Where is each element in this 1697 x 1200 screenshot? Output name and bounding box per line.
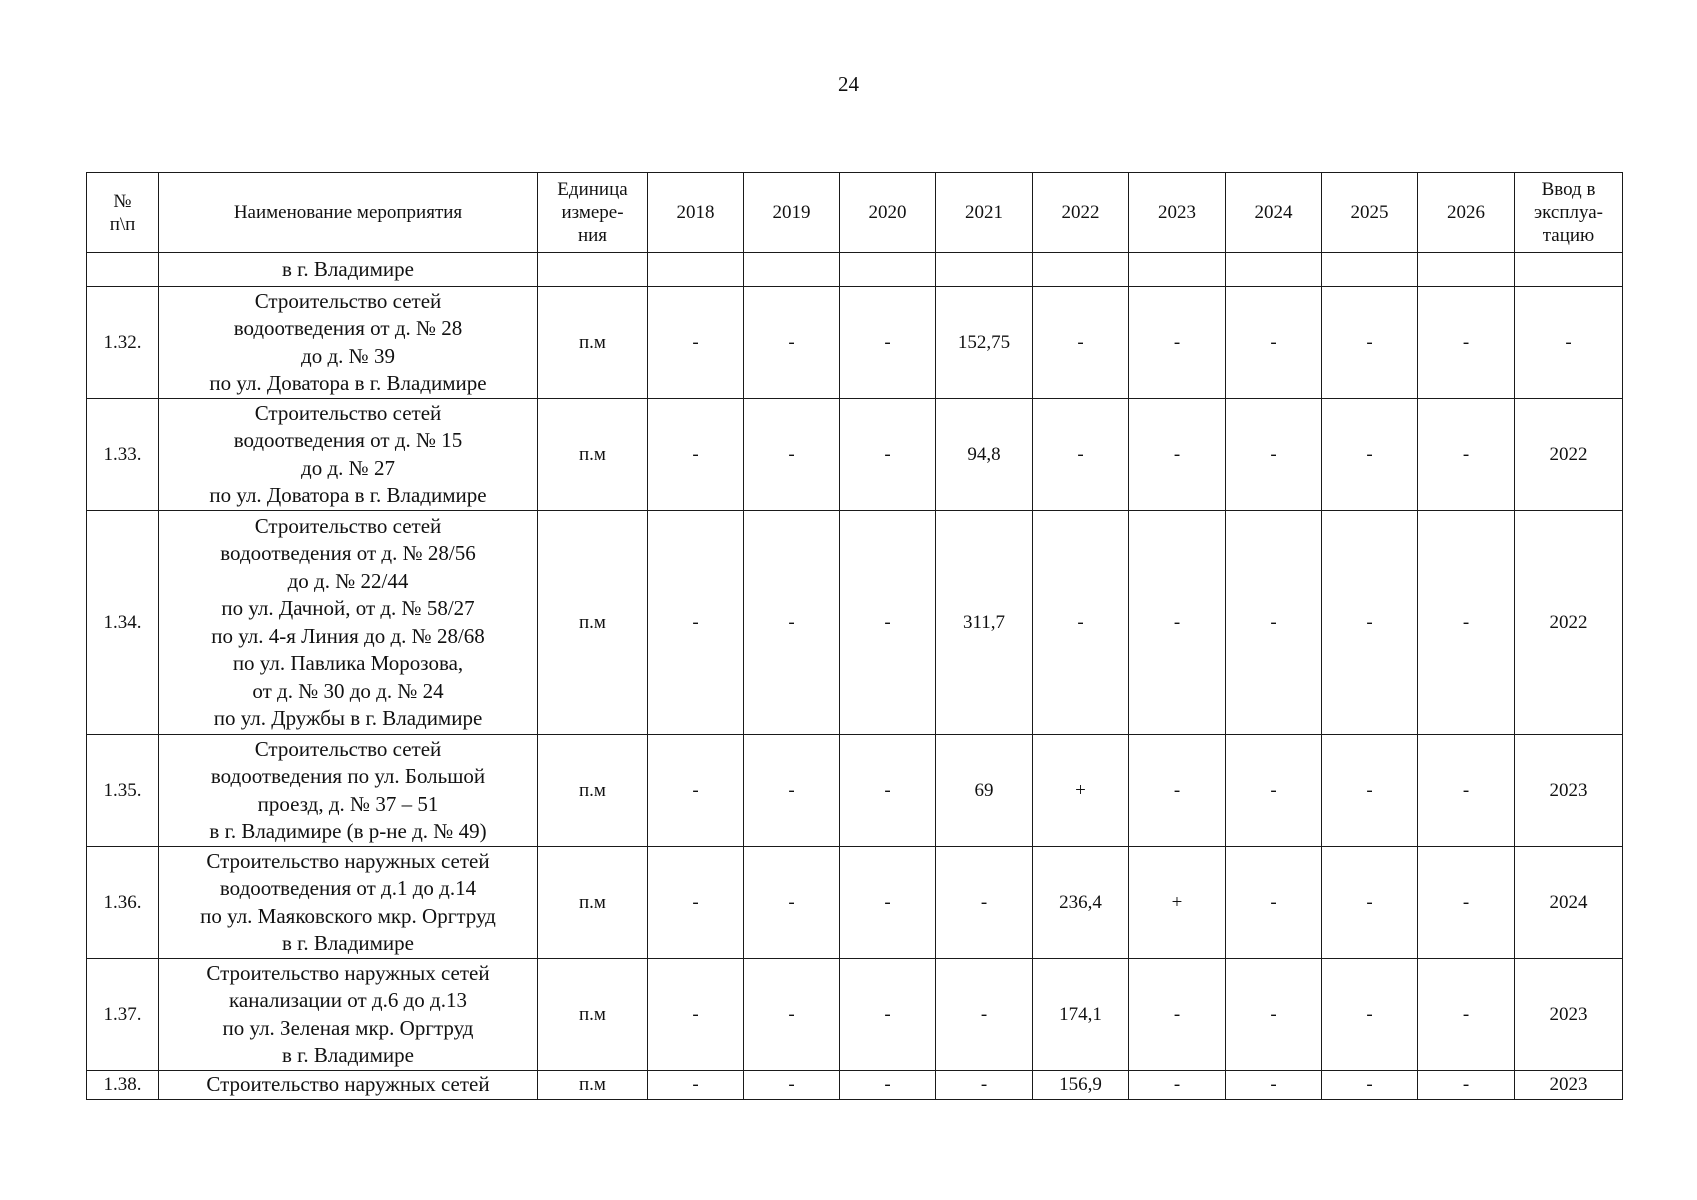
column-header-year: 2024 bbox=[1226, 173, 1322, 253]
value-2023: - bbox=[1129, 399, 1226, 511]
value-2020: - bbox=[840, 399, 936, 511]
value-2024: - bbox=[1226, 287, 1322, 399]
table-row bbox=[87, 847, 1623, 959]
value-2022: - bbox=[1033, 399, 1129, 511]
value-2023 bbox=[1129, 253, 1226, 287]
value-2022: 236,4 bbox=[1033, 847, 1129, 959]
table-row bbox=[87, 735, 1623, 847]
column-header-activity-name: Наименование мероприятия bbox=[159, 173, 538, 253]
value-2025: - bbox=[1322, 399, 1418, 511]
value-2019: - bbox=[744, 847, 840, 959]
value-2025 bbox=[1322, 253, 1418, 287]
value-2026: - bbox=[1418, 287, 1515, 399]
value-2025: - bbox=[1322, 959, 1418, 1071]
value-2022: 174,1 bbox=[1033, 959, 1129, 1071]
value-2022: - bbox=[1033, 511, 1129, 735]
row-number: 1.36. bbox=[87, 847, 159, 959]
activity-name: Строительство сетей водоотведения от д. № 15 до д. № 27 по ул. Доватора в г. Владимире bbox=[159, 399, 538, 511]
value-2021: 94,8 bbox=[936, 399, 1033, 511]
activities-table bbox=[86, 172, 1623, 1100]
unit-cell: п.м bbox=[538, 847, 648, 959]
value-2026: - bbox=[1418, 1071, 1515, 1100]
value-2023: - bbox=[1129, 287, 1226, 399]
value-2021: - bbox=[936, 1071, 1033, 1100]
table-header-row bbox=[87, 173, 1623, 253]
value-2025: - bbox=[1322, 511, 1418, 735]
activity-name: Строительство сетей водоотведения от д. № 28 до д. № 39 по ул. Доватора в г. Владимире bbox=[159, 287, 538, 399]
column-header-year: 2026 bbox=[1418, 173, 1515, 253]
value-2019: - bbox=[744, 287, 840, 399]
column-header-year: 2019 bbox=[744, 173, 840, 253]
value-2023: + bbox=[1129, 847, 1226, 959]
commissioning-cell: 2023 bbox=[1515, 959, 1623, 1071]
value-2023: - bbox=[1129, 959, 1226, 1071]
value-2024: - bbox=[1226, 1071, 1322, 1100]
value-2025: - bbox=[1322, 735, 1418, 847]
value-2022: 156,9 bbox=[1033, 1071, 1129, 1100]
value-2021: 152,75 bbox=[936, 287, 1033, 399]
column-header-year: 2021 bbox=[936, 173, 1033, 253]
value-2022: + bbox=[1033, 735, 1129, 847]
table-row bbox=[87, 1071, 1623, 1100]
value-2025: - bbox=[1322, 1071, 1418, 1100]
commissioning-cell: 2023 bbox=[1515, 1071, 1623, 1100]
value-2026: - bbox=[1418, 399, 1515, 511]
row-number: 1.38. bbox=[87, 1071, 159, 1100]
table-row bbox=[87, 399, 1623, 511]
activity-name: Строительство сетей водоотведения по ул. Большой проезд, д. № 37 – 51 в г. Владимире (в р-не д. № 49) bbox=[159, 735, 538, 847]
row-number: 1.32. bbox=[87, 287, 159, 399]
value-2024: - bbox=[1226, 735, 1322, 847]
value-2018: - bbox=[648, 511, 744, 735]
table-row bbox=[87, 511, 1623, 735]
value-2018: - bbox=[648, 847, 744, 959]
value-2020: - bbox=[840, 959, 936, 1071]
column-header-commissioning: Ввод в эксплуа- тацию bbox=[1515, 173, 1623, 253]
unit-cell: п.м bbox=[538, 1071, 648, 1100]
commissioning-cell: 2022 bbox=[1515, 511, 1623, 735]
value-2020: - bbox=[840, 1071, 936, 1100]
unit-cell: п.м bbox=[538, 511, 648, 735]
activity-name: Строительство сетей водоотведения от д. № 28/56 до д. № 22/44 по ул. Дачной, от д. № 58/27 по ул. 4-я Линия до д. № 28/68 по ул. Павлика Морозова, от д. № 30 до д. № 24 по ул. Дружбы в г. Владимире bbox=[159, 511, 538, 735]
commissioning-cell: 2023 bbox=[1515, 735, 1623, 847]
value-2022: - bbox=[1033, 287, 1129, 399]
value-2020: - bbox=[840, 847, 936, 959]
commissioning-cell: - bbox=[1515, 287, 1623, 399]
value-2026: - bbox=[1418, 847, 1515, 959]
commissioning-cell: 2024 bbox=[1515, 847, 1623, 959]
value-2026 bbox=[1418, 253, 1515, 287]
value-2018: - bbox=[648, 1071, 744, 1100]
value-2019: - bbox=[744, 399, 840, 511]
value-2019 bbox=[744, 253, 840, 287]
row-number: 1.33. bbox=[87, 399, 159, 511]
value-2024: - bbox=[1226, 959, 1322, 1071]
table-row bbox=[87, 287, 1623, 399]
column-header-unit: Единица измере- ния bbox=[538, 173, 648, 253]
commissioning-cell bbox=[1515, 253, 1623, 287]
unit-cell bbox=[538, 253, 648, 287]
table-row bbox=[87, 253, 1623, 287]
value-2019: - bbox=[744, 735, 840, 847]
column-header-year: 2018 bbox=[648, 173, 744, 253]
value-2023: - bbox=[1129, 735, 1226, 847]
value-2021 bbox=[936, 253, 1033, 287]
value-2020: - bbox=[840, 735, 936, 847]
value-2018: - bbox=[648, 287, 744, 399]
row-number: 1.35. bbox=[87, 735, 159, 847]
value-2020: - bbox=[840, 511, 936, 735]
row-number: 1.37. bbox=[87, 959, 159, 1071]
column-header-year: 2020 bbox=[840, 173, 936, 253]
commissioning-cell: 2022 bbox=[1515, 399, 1623, 511]
value-2018: - bbox=[648, 735, 744, 847]
value-2020 bbox=[840, 253, 936, 287]
value-2021: 311,7 bbox=[936, 511, 1033, 735]
value-2019: - bbox=[744, 511, 840, 735]
value-2021: - bbox=[936, 959, 1033, 1071]
column-header-year: 2022 bbox=[1033, 173, 1129, 253]
row-number bbox=[87, 253, 159, 287]
unit-cell: п.м bbox=[538, 735, 648, 847]
value-2025: - bbox=[1322, 287, 1418, 399]
value-2023: - bbox=[1129, 511, 1226, 735]
column-header-year: 2025 bbox=[1322, 173, 1418, 253]
unit-cell: п.м bbox=[538, 399, 648, 511]
activity-name: Строительство наружных сетей водоотведения от д.1 до д.14 по ул. Маяковского мкр. Оргтруд в г. Владимире bbox=[159, 847, 538, 959]
activity-name: Строительство наружных сетей bbox=[159, 1071, 538, 1100]
value-2021: - bbox=[936, 847, 1033, 959]
column-header-year: 2023 bbox=[1129, 173, 1226, 253]
value-2018 bbox=[648, 253, 744, 287]
value-2026: - bbox=[1418, 511, 1515, 735]
value-2024: - bbox=[1226, 511, 1322, 735]
value-2026: - bbox=[1418, 735, 1515, 847]
value-2018: - bbox=[648, 959, 744, 1071]
value-2019: - bbox=[744, 959, 840, 1071]
row-number: 1.34. bbox=[87, 511, 159, 735]
value-2024: - bbox=[1226, 847, 1322, 959]
value-2024: - bbox=[1226, 399, 1322, 511]
activity-name: Строительство наружных сетей канализации от д.6 до д.13 по ул. Зеленая мкр. Оргтруд в г. Владимире bbox=[159, 959, 538, 1071]
activity-name: в г. Владимире bbox=[159, 253, 538, 287]
value-2025: - bbox=[1322, 847, 1418, 959]
value-2022 bbox=[1033, 253, 1129, 287]
value-2023: - bbox=[1129, 1071, 1226, 1100]
page-number: 24 bbox=[838, 72, 859, 96]
value-2020: - bbox=[840, 287, 936, 399]
value-2021: 69 bbox=[936, 735, 1033, 847]
column-header-number: № п\п bbox=[87, 173, 159, 253]
value-2019: - bbox=[744, 1071, 840, 1100]
unit-cell: п.м bbox=[538, 287, 648, 399]
value-2018: - bbox=[648, 399, 744, 511]
table-row bbox=[87, 959, 1623, 1071]
value-2024 bbox=[1226, 253, 1322, 287]
unit-cell: п.м bbox=[538, 959, 648, 1071]
value-2026: - bbox=[1418, 959, 1515, 1071]
